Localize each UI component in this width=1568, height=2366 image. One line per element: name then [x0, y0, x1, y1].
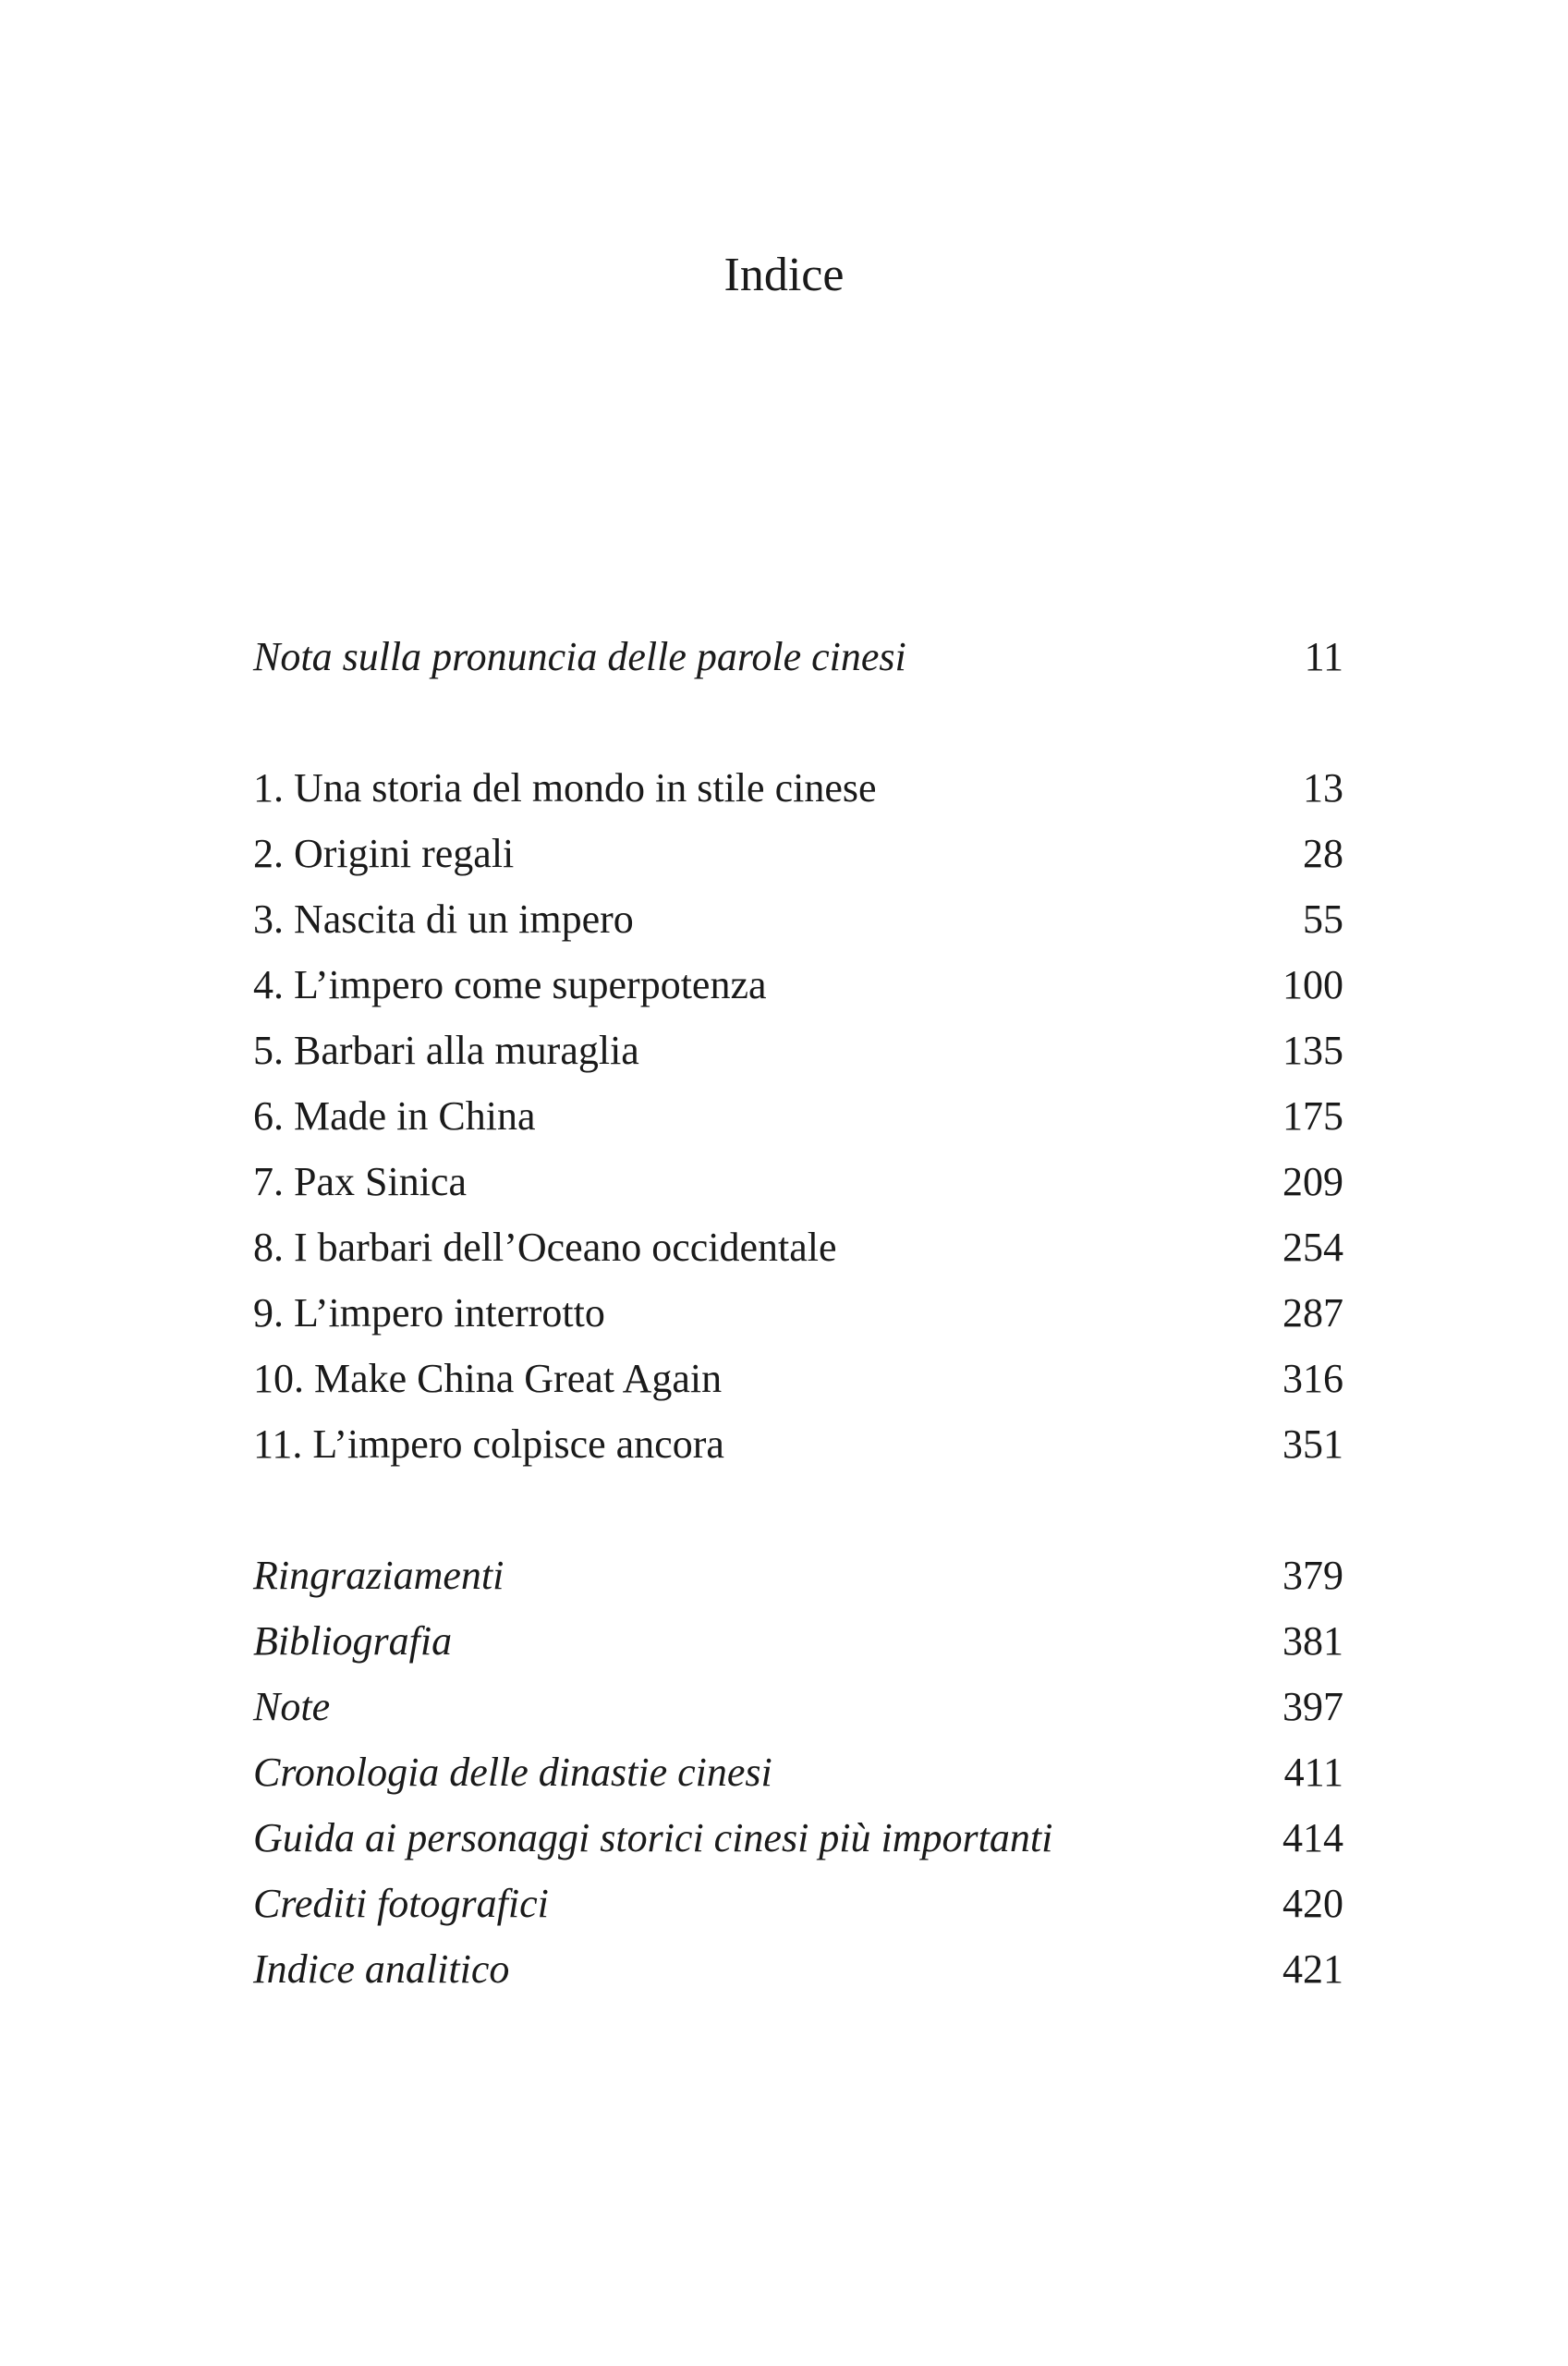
toc-entry-page: 135 — [1282, 1028, 1343, 1073]
toc-entry[interactable] — [253, 1608, 1343, 1674]
toc-entry-page: 11 — [1304, 634, 1343, 679]
toc-entry-page: 209 — [1282, 1159, 1343, 1204]
toc-entry-label: 11. L’impero colpisce ancora — [253, 1421, 724, 1467]
toc-entry-label: Indice analitico — [253, 1946, 510, 1992]
toc-entry-page: 420 — [1282, 1881, 1343, 1926]
toc-entry[interactable] — [253, 821, 1343, 886]
toc-entry-page: 397 — [1282, 1684, 1343, 1729]
front-matter-list — [253, 624, 1343, 689]
toc-entry-label: 8. I barbari dell’Oceano occidentale — [253, 1225, 837, 1270]
toc-entry-page: 351 — [1282, 1421, 1343, 1467]
toc-entry-label: 6. Made in China — [253, 1093, 536, 1139]
toc-entry-label: 5. Barbari alla muraglia — [253, 1028, 639, 1073]
toc-entry[interactable] — [253, 1739, 1343, 1805]
page-title: Indice — [723, 249, 845, 301]
section-gap — [253, 1477, 1343, 1543]
toc-entry-label: Crediti fotografici — [253, 1881, 549, 1926]
toc-entry-label: 2. Origini regali — [253, 831, 515, 876]
toc-entry[interactable] — [253, 1346, 1343, 1411]
toc-entry-label: Nota sulla pronuncia delle parole cinesi — [253, 634, 906, 679]
toc-entry-page: 254 — [1282, 1225, 1343, 1270]
toc-entry-label: 10. Make China Great Again — [253, 1356, 723, 1401]
toc-entry[interactable] — [253, 886, 1343, 952]
toc-entry[interactable] — [253, 1214, 1343, 1280]
toc-entry-label: Ringraziamenti — [253, 1553, 504, 1598]
toc-entry-page: 55 — [1303, 896, 1343, 942]
toc-entry-label: 1. Una storia del mondo in stile cinese — [253, 765, 877, 811]
toc-entry-page: 379 — [1282, 1553, 1343, 1598]
toc-entry-label: Note — [253, 1684, 331, 1729]
toc-entry-page: 13 — [1303, 765, 1343, 811]
toc-entry-page: 287 — [1282, 1290, 1343, 1335]
toc-entry[interactable] — [253, 952, 1343, 1018]
toc-entry[interactable] — [253, 755, 1343, 821]
toc-entry-page: 421 — [1282, 1946, 1343, 1992]
toc-entry[interactable] — [253, 1805, 1343, 1871]
toc-entry[interactable] — [253, 1280, 1343, 1346]
section-gap — [253, 689, 1343, 755]
toc-entry-label: 9. L’impero interrotto — [253, 1290, 605, 1335]
toc-entry-label: Cronologia delle dinastie cinesi — [253, 1750, 772, 1795]
toc-entry[interactable] — [253, 1018, 1343, 1083]
back-matter-list — [253, 1543, 1343, 2002]
toc-entry[interactable] — [253, 624, 1343, 689]
toc-entry[interactable] — [253, 1543, 1343, 1608]
toc-entry-page: 28 — [1303, 831, 1343, 876]
toc-entry-label: Guida ai personaggi storici cinesi più importanti — [253, 1815, 1053, 1860]
toc-entry[interactable] — [253, 1083, 1343, 1149]
table-of-contents — [253, 624, 1343, 2002]
toc-entry-page: 316 — [1282, 1356, 1343, 1401]
toc-entry[interactable] — [253, 1149, 1343, 1214]
toc-entry-label: 3. Nascita di un impero — [253, 896, 634, 942]
chapter-list — [253, 755, 1343, 1477]
toc-entry[interactable] — [253, 1936, 1343, 2002]
toc-entry-page: 381 — [1282, 1618, 1343, 1664]
toc-entry-page: 100 — [1282, 962, 1343, 1007]
toc-entry[interactable] — [253, 1674, 1343, 1739]
toc-entry[interactable] — [253, 1871, 1343, 1936]
toc-entry-page: 175 — [1282, 1093, 1343, 1139]
toc-entry-page: 411 — [1283, 1750, 1343, 1795]
toc-entry-label: Bibliografia — [253, 1618, 453, 1664]
toc-entry-page: 414 — [1282, 1815, 1343, 1860]
toc-entry-label: 7. Pax Sinica — [253, 1159, 467, 1204]
toc-entry[interactable] — [253, 1411, 1343, 1477]
toc-entry-label: 4. L’impero come superpotenza — [253, 962, 767, 1007]
